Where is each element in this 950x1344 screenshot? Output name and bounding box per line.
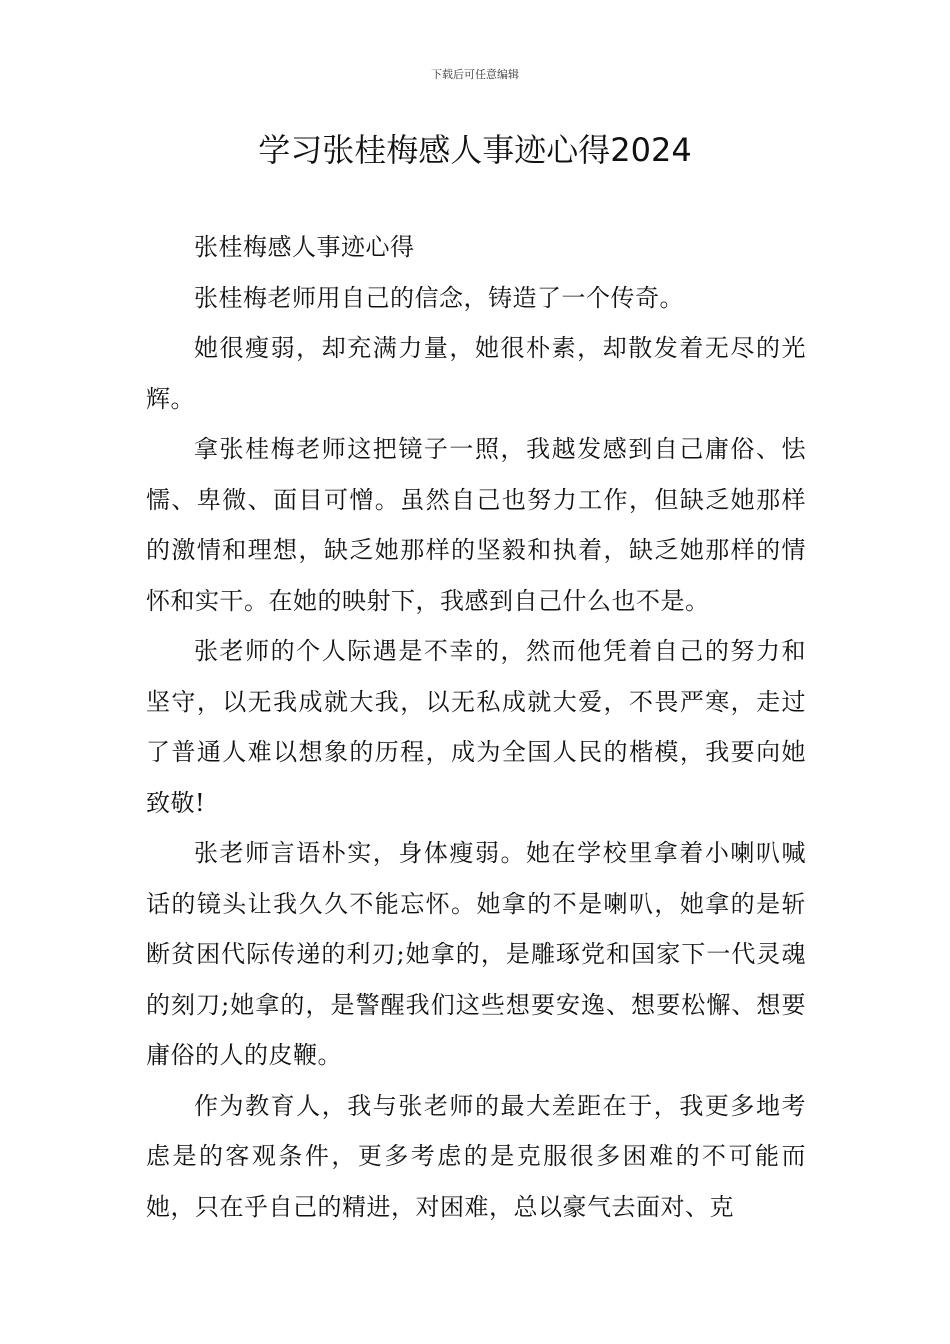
paragraph: 张老师的个人际遇是不幸的，然而他凭着自己的努力和坚守，以无我成就大我，以无私成就大爱，不畏严寒，走过了普通人难以想象的历程，成为全国人民的楷模，我要向她致敬! bbox=[146, 637, 806, 817]
header-note: 下载后可任意编辑 bbox=[431, 68, 519, 81]
paragraph: 作为教育人，我与张老师的最大差距在于，我更多地考虑是的客观条件，更多考虑的是克服很多困难的不可能而她，只在乎自己的精进，对困难，总以豪气去面对、克 bbox=[146, 1091, 806, 1221]
document-title: 学习张桂梅感人事迹心得2024 bbox=[258, 131, 692, 169]
paragraph: 拿张桂梅老师这把镜子一照，我越发感到自己庸俗、怯懦、卑微、面目可憎。虽然自己也努力工作，但缺乏她那样的激情和理想，缺乏她那样的坚毅和执着，缺乏她那样的情怀和实干。在她的映射下，我感到自己什么也不是。 bbox=[146, 435, 806, 615]
paragraph: 张老师言语朴实，身体瘦弱。她在学校里拿着小喇叭喊话的镜头让我久久不能忘怀。她拿的不是喇叭，她拿的是斩断贫困代际传递的利刃;她拿的，是雕琢党和国家下一代灵魂的刻刀;她拿的，是警醒我们这些想要安逸、想要松懈、想要庸俗的人的皮鞭。 bbox=[146, 839, 806, 1069]
document-body bbox=[146, 222, 806, 1232]
paragraph: 她很瘦弱，却充满力量，她很朴素，却散发着无尽的光辉。 bbox=[146, 334, 806, 413]
paragraph-subtitle: 张桂梅感人事迹心得 bbox=[194, 233, 415, 261]
paragraph: 张桂梅老师用自己的信念，铸造了一个传奇。 bbox=[194, 283, 684, 312]
